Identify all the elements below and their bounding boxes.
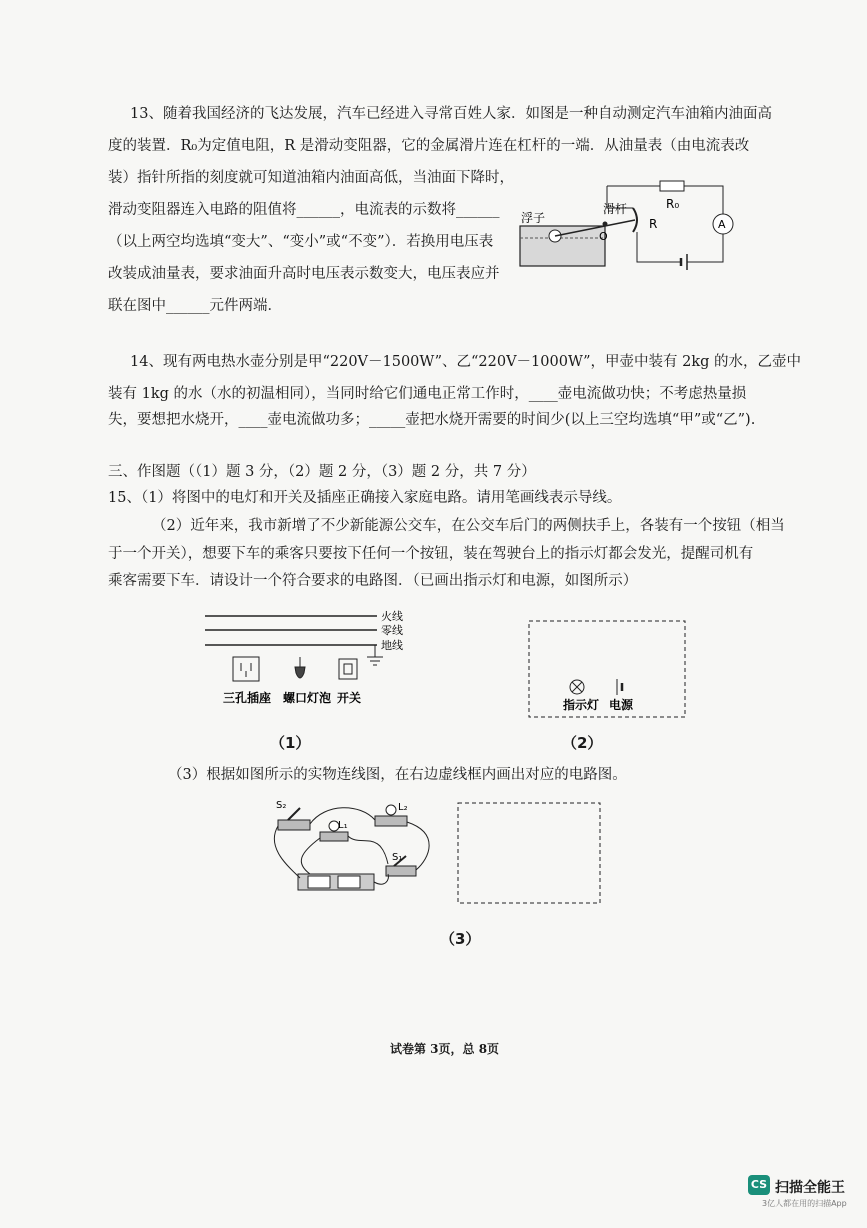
q13-line-7: 联在图中______元件两端． <box>108 298 282 314</box>
figure-2-caption: （2） <box>562 734 603 752</box>
l1-label: L₁ <box>338 820 348 831</box>
s1-switch-icon <box>386 866 416 876</box>
bus-indicator-figure <box>525 615 690 720</box>
q13-line-4: 滑动变阻器连入电路的阻值将______，电流表的示数将______ <box>108 202 500 218</box>
scanner-tagline: 3亿人都在用的扫描App <box>762 1199 847 1208</box>
q13-line-6: 改装成油量表，要求油面升高时电压表示数变大，电压表应并 <box>108 266 500 282</box>
q15-part-1: 15、（1）将图中的电灯和开关及插座正确接入家庭电路。请用笔画线表示导线。 <box>108 490 622 506</box>
socket-label: 三孔插座 <box>223 691 272 705</box>
q15-part-2-line-3: 乘客需要下车．请设计一个符合要求的电路图．（已画出指示灯和电源，如图所示） <box>108 573 638 589</box>
physical-wiring-figure <box>270 798 615 908</box>
ammeter-label: A <box>718 218 726 231</box>
page-footer: 试卷第 3页，总 8页 <box>390 1042 500 1056</box>
l2-label: L₂ <box>398 802 408 813</box>
lever-label: 滑杆 <box>603 202 628 216</box>
scanner-brand: 扫描全能王 <box>775 1180 845 1196</box>
q13-line-3: 装）指针所指的刻度就可知道油箱内油面高低，当油面下降时， <box>108 170 514 186</box>
power-source-label: 电源 <box>609 698 634 712</box>
q14-line-2: 装有 1kg 的水（水的初温相同），当同时给它们通电正常工作时，____壶电流做功快；不考虑热量损 <box>108 386 747 402</box>
s1-label: S₁ <box>392 852 403 863</box>
oil-tank <box>520 226 605 266</box>
dashed-answer-box <box>529 621 685 717</box>
pivot-label: O <box>599 230 608 243</box>
switch-icon <box>339 659 357 679</box>
q13-line-5: （以上两空均选填“变大”、“变小”或“不变”）．若换用电压表 <box>108 234 494 250</box>
q15-part-3: （3）根据如图所示的实物连线图，在右边虚线框内画出对应的电路图。 <box>168 767 627 783</box>
figure-1-caption: （1） <box>270 734 311 752</box>
screw-bulb-icon <box>295 667 305 678</box>
l1-bulb-icon <box>320 832 348 841</box>
ground-wire-label: 地线 <box>381 639 403 652</box>
bulb-label: 螺口灯泡 <box>283 691 332 705</box>
r-label: R <box>649 217 658 231</box>
household-circuit-figure <box>205 605 415 715</box>
indicator-lamp-label: 指示灯 <box>563 698 600 712</box>
q13-line-2: 度的装置．R₀为定值电阻，R 是滑动变阻器，它的金属滑片连在杠杆的一端．从油量表（由电流表改 <box>108 138 750 154</box>
section-3-title: 三、作图题（（1）题 3 分，（2）题 2 分，（3）题 2 分，共 7 分） <box>108 464 536 480</box>
q14-line-3: 失，要想把水烧开，____壶电流做功多；_____壶把水烧开需要的时间少(以上三空均选填“甲”或“乙”). <box>108 412 756 428</box>
q13-line-1: 13、随着我国经济的飞达发展，汽车已经进入寻常百姓人家．如图是一种自动测定汽车油箱内油面高 <box>130 106 772 122</box>
live-wire-label: 火线 <box>381 610 403 623</box>
oil-gauge-diagram <box>515 178 755 283</box>
q15-part-2-line-1: （2）近年来，我市新增了不少新能源公交车，在公交车后门的两侧扶手上，各装有一个按钮（相当 <box>152 518 785 534</box>
q14-line-1: 14、现有两电热水壶分别是甲“220V－1500W”、乙“220V－1000W”，甲壶中装有 2kg 的水，乙壶中 <box>130 354 802 370</box>
r0-label: R₀ <box>666 197 680 211</box>
s2-switch-icon <box>278 820 310 830</box>
pivot-icon <box>603 222 608 227</box>
s2-label: S₂ <box>276 800 287 811</box>
q15-part-2-line-2: 于一个开关），想要下车的乘客只要按下任何一个按钮，装在驾驶台上的指示灯都会发光，提醒司机有 <box>108 546 754 562</box>
l2-bulb-icon <box>375 816 407 826</box>
switch-label: 开关 <box>337 691 362 705</box>
neutral-wire-label: 零线 <box>381 624 403 637</box>
r0-resistor-icon <box>660 181 684 191</box>
figure-3-caption: （3） <box>440 930 481 948</box>
three-pin-socket-icon <box>233 657 259 681</box>
dashed-answer-box-3 <box>458 803 600 903</box>
float-label: 浮子 <box>521 211 546 225</box>
scanner-logo-icon: CS <box>748 1175 770 1195</box>
